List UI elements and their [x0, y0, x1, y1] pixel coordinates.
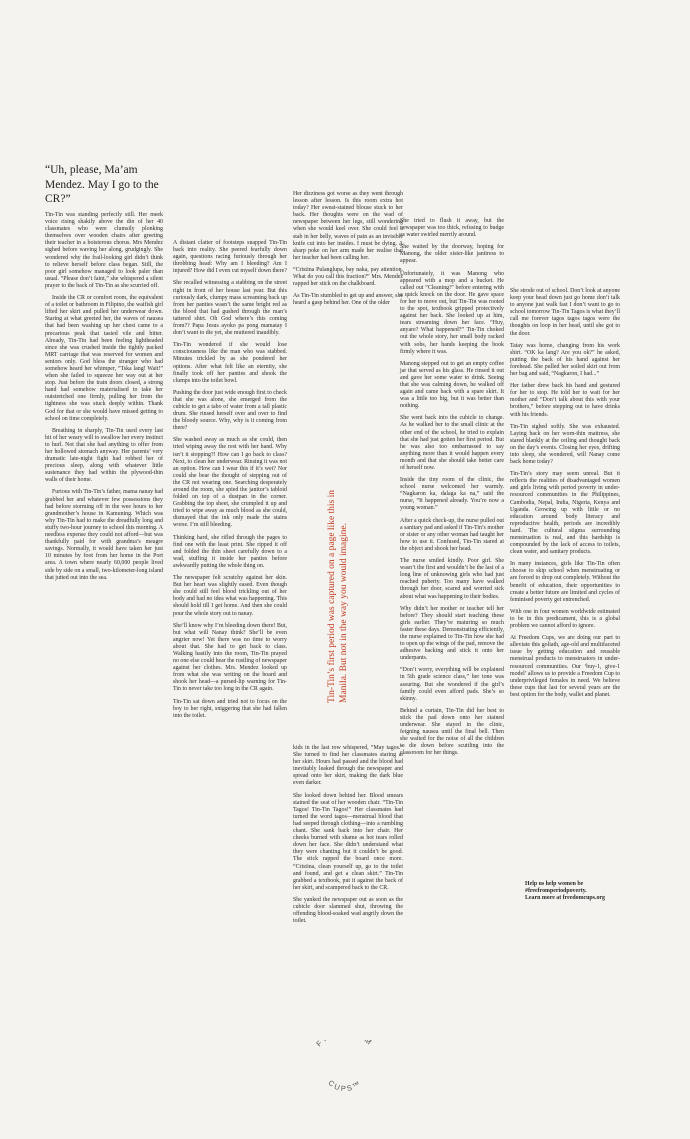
pull-quote-text: Tin-Tin’s first period was captured on a page like this in Manila. But not in the way you would imagine. — [327, 489, 349, 703]
logo-mark — [300, 1040, 390, 1100]
col4-paragraph: She tried to flush it away, but the newspaper was too thick, refusing to budge as water swirled merrily around. — [400, 218, 504, 239]
story-column-2 — [173, 240, 287, 725]
col2-paragraph: She washed away as much as she could, then tried wiping away the rest with her hand. Why isn’t it stopping?! How can I go back to class? Next, to clean her underwear. Rinsing it was not an option. How can I wear this if it’s wet? Nor could she bear the thought of stepping out of the CR not wearing one. Searching desperately around the room, she spied the janitor’s tabloid folded on top of a dustpan in the corner. Grabbing the top sheet, she crumpled it up and tried to wipe away as much blood as she could, dismayed that the ink only made the stains worse. I’m still bleeding. — [173, 437, 287, 529]
col2-paragraph: She’ll know why I’m bleeding down there! But, but what will Nanay think? She’ll be even angrier now! Yet there was no time to worry about that. She had to get back to class. Walking hastily into the room, Tin-Tin prayed no one else could hear the rustling of newspaper against her clothes. Mrs. Mendez looked up from what she was writing on the board and shook her head—a pursed-lip warning for Tin-Tin to never take too long in the CR again. — [173, 622, 287, 693]
story-column-1 — [45, 212, 163, 587]
col2-paragraph: Pushing the door just wide enough first to check that she was alone, she emerged from the cubicle to get a tabo of water from a tall plastic drum. She rinsed herself over and over to find the bloody source. Why, why is it coming from there? — [173, 389, 287, 432]
col4-paragraph: She waited by the doorway, hoping for Manong, the older sister-like janitress to appear. — [400, 244, 504, 265]
col3_top-paragraph: As Tin-Tin stumbled to get up and answer, she heard a gasp behind her. One of the older — [293, 293, 403, 307]
col5-paragraph: Tatay was home, changing from his work shirt. “OK ka lang? Are you ok?” he asked, putting the back of his hand against her forehead. She pulled her soiled skirt out from her bag and said, “Nagkaron, I had...” — [510, 342, 620, 378]
col1-paragraph: Inside the CR or comfort room, the equivalent of a toilet or bathroom in Filipino, the waifish girl lifted her skirt and pulled her underwear down. Staring at what greeted her, the waves of nausea that had been washing up her chest came to a precarious peak that tasted vile and bitter. Already, Tin-Tin had been feeling lightheaded since she was crushed inside the tightly packed MRT carriage that was reserved for women and seniors only. God bless the stranger who had somehow heard her whimper, “Tska lang! Wait!” when she failed to squeeze her way out at her stop. Just before the train doors closed, a strong hand had somehow materialised to take her outstretched one firmly, pulling her from the tightness she was stuck deeply within. Thank God for that or she would have missed getting to school on time completely. — [45, 295, 163, 422]
headline: “Uh, please, Ma’am Mendez. May I go to the CR?” — [45, 164, 159, 205]
col5-paragraph: In many instances, girls like Tin-Tin often choose to skip school when menstruating or are forced to drop out completely. Without the benefit of education, their opportunities to create a better future are limited and cycles of feminised poverty get entrenched. — [510, 561, 620, 603]
col5-paragraph: At Freedom Cups, we are doing our part to alleviate this goliath, age-old and multifaceted issue by getting education and reusable menstrual products to menstruators in under-resourced communities. Our ‘buy-1, give-1 model’ allows us to provide a Freedom Cup to underprivileged females in need. We believe these cups that last for several years are the best option for the body, wallet and planet. — [510, 635, 620, 698]
cta-line-3[interactable]: Learn more at freedomcups.org — [525, 895, 605, 902]
col2-paragraph: Thinking hard, she rifled through the pages to find one with the least print. She ripped it off and folded the thin sheet carefully down to a wad, stuffing it inside her panties before awkwardly putting the whole thing on. — [173, 534, 287, 569]
col3_bottom-paragraph: She looked down behind her. Blood smears stained the seat of her wooden chair. “Tin-Tin Tagos! Tin-Tin Tagos!” Her classmates had turned the word tagos—menstrual blood that had seeped through clothing—into a rumbling chant. She sank back into her chair. Her cheeks burned with shame as hot tears rolled down her face. She didn’t understand what they were chanting but it couldn’t be good. The stick rapped the board once more. “Cristina, clean yourself up, go to the toilet and found, and get a clean skirt.” Tin-Tin grabbed a textbook, put it against the back of her skirt, and scampered back to the CR. — [293, 792, 403, 891]
story-column-4 — [400, 218, 504, 762]
story-column-3-bottom — [293, 745, 403, 930]
cta-block — [525, 881, 635, 902]
cta-line-1: Help us help women be — [525, 881, 584, 887]
col4-paragraph: Behind a curtain, Tin-Tin did her best to stick the pad down onto her stained underwear. She stayed in the clinic, feigning nausea until the final bell. Then she waited for the noise of all the children to die down before scuttling into the classroom for her things. — [400, 707, 504, 757]
story-column-5 — [510, 288, 620, 704]
col2-paragraph: She recalled witnessing a stabbing on the street right in front of her house last year. But this curiously dark, clumpy mass screaming back up from her panties wasn’t the same bright red as the blood that had gushed through the man’s tattered shirt. Oh God where’s this coming from?? Papa Jesus ayoko pa pong mamatay I don’t want to die yet, she muttered inaudibly. — [173, 280, 287, 337]
freedom-cups-logo — [300, 1040, 390, 1100]
col4-paragraph: Manong stepped out to get an empty coffee jar that served as his glass. He rinsed it out and gave her some water to drink. Seeing that she was calming down, he walked off again and came back with a spare skirt. It was a little too big, but it was better than nothing. — [400, 360, 504, 410]
col1-paragraph: Tin-Tin was standing perfectly still. Her meek voice rising shakily above the din of her 40 classmates who were clumsily plonking themselves over wooden chairs after greeting their teacher in a boisterous chorus. Mrs Mendez sighed before waving her along, grudgingly. She wondered why the frail-looking girl didn’t think to relieve herself before class began. Still, the poor girl somehow managed to look paler than usual. “Please don’t faint,” she whispered a silent prayer to the back of Tin-Tin as she scurried off. — [45, 212, 163, 289]
col3_bottom-paragraph: kids in the last row whispered, “May tagos.” She turned to find her classmates staring at her skirt. Hours had passed and the blood had inevitably leaked through the newspaper and spread onto her skirt, making the dark blue even darker. — [293, 745, 403, 787]
col4-paragraph: Inside the tiny room of the clinic, the school nurse welcomed her warmly. “Nagkaron ka, dalaga ka na,” said the nurse, “It happened already. You’re now a young woman.” — [400, 477, 504, 512]
col5-paragraph: Her father drew back his hand and gestured for her to stop. He told her to wait for her mother and “Don’t talk about this with your brothers,” before stepping out to have drinks with his friends. — [510, 383, 620, 418]
logo-bottom-text: CUPS™ — [326, 1078, 364, 1094]
col4-paragraph: The nurse smiled kindly. Poor girl. She wasn’t the first and wouldn’t be the last of a long line of unknowing girls who had just reached puberty. Too many have walked through her door, scared and worried sick about what was happening to their bodies. — [400, 558, 504, 600]
col4-paragraph: She went back into the cubicle to change. As he walked her to the small clinic at the other end of the school, he tried to explain that she had just gotten her first period. But he was also too embarrassed to say anything more than it would happen every month and that she should take better care of herself now. — [400, 415, 504, 471]
col2-paragraph: The newspaper felt scratchy against her skin. But her heart was slightly eased. Even though she could still feel blood trickling out of her body and had no idea what was happening. This should hold till I get home. And then she could pour the whole story out to nanay. — [173, 575, 287, 617]
col2-paragraph: A distant clatter of footsteps snapped Tin-Tin back into reality. She peered fearfully down again, questions racing furiously through her throbbing head: Why am I bleeding? Am I injured? How did I even cut myself down there? — [173, 240, 287, 275]
col1-paragraph: Furious with Tin-Tin’s father, mama nanay had grabbed her and whatever few possessions they had before storming off in the wee hours to her grandmother’s house in Kamuning. Which was why Tin-Tin had to make the dreadfully long and stuffy two-hour journey to school this morning. A needless expense they could not afford—but was thankfully paid for with grandma’s meagre savings. Normally, it would have taken her just 10 minutes by foot from her home in the Port area. A town where nearly 60,000 people lived side by side on a small, two-kilometer-long island that jutted out into the sea. — [45, 489, 163, 581]
col5-paragraph: Tin-Tin sighed softly. She was exhausted. Laying back on her worn-thin mattress, she stared blankly at the ceiling and thought back on the day’s events. Closing her eyes, drifting into sleep, she wondered, will Nanay come back home today? — [510, 423, 620, 466]
col4-paragraph: After a quick check-up, the nurse pulled out a sanitary pad and asked if Tin-Tin’s mother or sister or any other woman had taught her how to use it. Confused, Tin-Tin stared at the object and shook her head. — [400, 517, 505, 552]
col4-paragraph: “Don’t worry, everything will be explained in 5th grade science class,” her tone was assuring. But she wondered if the girl’s family could even afford pads. She’s so skinny. — [400, 667, 504, 702]
col2-paragraph: Tin-Tin sat down and tried not to focus on the boy to her right, sniggering that she had fallen into the toilet. — [173, 698, 287, 719]
col5-paragraph: With one in four women worldwide estimated to be in this predicament, this is a global problem we cannot afford to ignore. — [510, 608, 620, 630]
col5-paragraph: She strode out of school. Don’t look at anyone keep your head down just go home don’t talk to anyone just walk fast I don’t want to go to school tomorrow Tin-Tin Tagos is what they’ll call me forever tagos tagos tagos were the thoughts on loop in her head, until she got to the door. — [510, 288, 620, 337]
col2-paragraph: Tin-Tin wondered if she would lose consciousness like the man who was stabbed. Minutes trickled by as she pondered her options. After what felt like an eternity, she finally took off her panties and shook the clumps into the toilet bowl. — [173, 342, 287, 384]
col5-paragraph: Tin-Tin’s story may seem unreal. But it reflects the realities of disadvantaged women and girls living with period poverty in under-resourced communities in the Philippines, Cambodia, Nepal, India, Nigeria, Kenya and Uganda. Growing up with little or no education around body literacy and reproductive health, periods are incredibly hard. The cultural stigma surrounding menstruation is real, and this hardship is compounded by the lack of access to toilets, clean water, and sanitary products. — [510, 471, 620, 556]
col4-paragraph: Why didn’t her mother or teacher tell her before? They should start teaching these girls earlier. They’re maturing so much faster these days. Demonstrating efficiently, the nurse explained to Tin-Tin how she had to open up the wings of the pad, remove the adhesive backing and stick it onto her underpants. — [400, 605, 504, 662]
col3_bottom-paragraph: She yanked the newspaper out as soon as the cubicle door slammed shut, throwing the offending blood-soaked wad angrily down the toilet. — [293, 896, 403, 925]
col3_top-paragraph: “Cristina Pulanglupa, bay naka, pay attention. What do you call this fraction?” Mrs. Mendez rapped her stick on the chalkboard. — [293, 266, 403, 288]
col3_top-paragraph: Her dizziness got worse as they went through lesson after lesson. Is this room extra hot today? Her sweat-stained blouse stuck to her back. Her thoughts were on the wad of newspaper between her legs, still wondering when she would keel over. She could feel a stab in her belly, waves of pain as an invisible knife cut into her insides. I must be dying. A sharp poke on her arm made her realise that her teacher had been calling her. — [293, 191, 403, 261]
col4-paragraph: Unfortunately, it was Manong who appeared with a mop and a bucket. He called out “Cleaning!” before entering with a quick knock on the door. He gave space for her to move out, but Tin-Tin was rooted to the spot, textbook gripped protectively against her back. She looked up at him, tears streaming down her face. “Huy, anyare? What happened?” Tin-Tin choked out the whole story, her small body racked with sobs, her hands keeping the book firmly where it was. — [400, 270, 504, 355]
pull-quote — [326, 473, 406, 703]
col1-paragraph: Breathing in sharply, Tin-Tin used every last bit of her weary will to swallow her every instinct to hurl. Not that she had anything to offer from her hollowed stomach anyway. Her parents’ very dramatic late-night fight had robbed her of precious sleep, along with whatever little sustenance they had within the plywood-thin walls of their home. — [45, 427, 163, 484]
story-column-3-top — [293, 191, 403, 312]
logo-top-text: F M — [314, 1040, 376, 1049]
cta-line-2: #freefromperiodpoverty. — [525, 888, 587, 895]
